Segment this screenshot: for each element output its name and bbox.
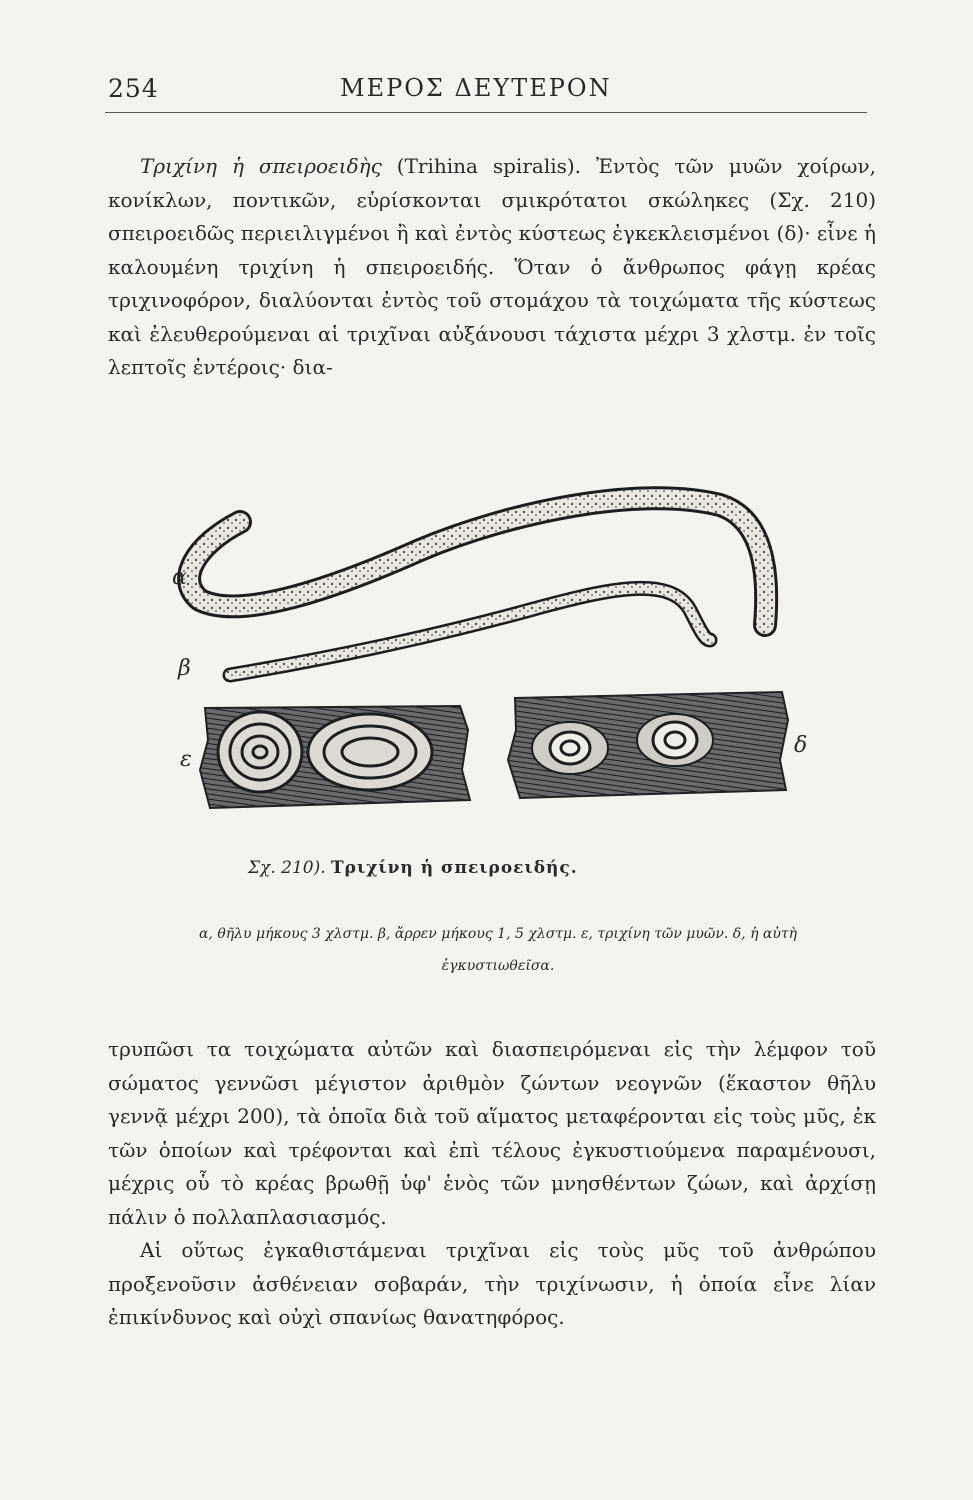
muscle-tissue-encysted-illustration (508, 692, 788, 798)
body-text-top (108, 150, 876, 385)
page-number: 254 (108, 74, 159, 103)
header-rule (105, 112, 867, 113)
label-delta: δ (794, 733, 808, 758)
paragraph-2: Αἱ οὕτως ἐγκαθιστάμεναι τριχῖναι εἰς τοὺς μῦς τοῦ ἀνθρώπου προξενοῦσιν ἀσθένειαν σοβαράν, τὴν τριχίνωσιν, ἡ ὁποία εἶνε λίαν ἐπικίνδυνος καὶ οὐχὶ σπανίως θανατηφόρος. (108, 1238, 876, 1329)
label-beta: β (178, 656, 191, 681)
paragraph-1: τρυπῶσι τα τοιχώματα αὐτῶν καὶ διασπειρόμεναι εἰς τὴν λέμφον τοῦ σώματος γεννῶσι μέγιστον ἀριθμὸν ζώντων νεογνῶν (ἕκαστον θῆλυ γεννᾷ μέχρι 200), τὰ ὁποῖα διὰ τοῦ αἵματος μεταφέρονται εἰς τοὺς μῦς, ἐκ τῶν ὁποίων καὶ τρέφονται καὶ ἐπὶ τέλους ἐγκυστιούμενα παραμένουσι, μέχρις οὗ τὸ κρέας βρωθῇ ὑφ' ἑνὸς τῶν μνησθέντων ζώων, καὶ ἀρχίσῃ πάλιν ὁ πολλαπλασιασμός. (108, 1037, 876, 1229)
caption-name: Τριχίνη ἡ σπειροειδής. (331, 858, 578, 878)
body-text-bottom (108, 1033, 876, 1335)
label-epsilon: ε (180, 747, 192, 772)
figure-caption-title (248, 858, 688, 878)
term: Τριχίνη ἡ σπειροειδὴς (140, 154, 382, 178)
figure-illustration (170, 470, 820, 820)
running-head: ΜΕΡΟΣ ΔΕΥΤΕΡΟΝ (340, 74, 612, 102)
figure-caption-description: α, θῆλυ μήκους 3 χλστμ. β, ἄρρεν μήκους 1, 5 χλστμ. ε, τριχίνη τῶν μυῶν. δ, ἡ αὐτὴ ἐγκυστιωθεῖσα. (198, 926, 798, 974)
caption-label: Σχ. 210). (248, 858, 326, 878)
paragraph-text: (Trihina spiralis). Ἐντὸς τῶν μυῶν χοίρων, κονίκλων, ποντικῶν, εὑρίσκονται σμικρότατοι σκώληκες (Σχ. 210) σπειροειδῶς περιειλιγμένοι ἢ καὶ ἐντὸς κύστεως ἐγκεκλεισμένοι (δ)· εἶνε ἡ καλουμένη τριχίνη ἡ σπειροειδής. Ὅταν ὁ ἄνθρωπος φάγῃ κρέας τριχινοφόρον, διαλύονται ἐντὸς τοῦ στομάχου τὰ τοιχώματα τῆς κύστεως καὶ ἐλευθερούμεναι αἱ τριχῖναι αὐξάνουσι τάχιστα μέχρι 3 χλστμ. ἐν τοῖς λεπτοῖς ἐντέροις· δια- (108, 154, 876, 379)
label-alpha: α (172, 565, 187, 590)
muscle-tissue-coiled-illustration (200, 706, 470, 808)
